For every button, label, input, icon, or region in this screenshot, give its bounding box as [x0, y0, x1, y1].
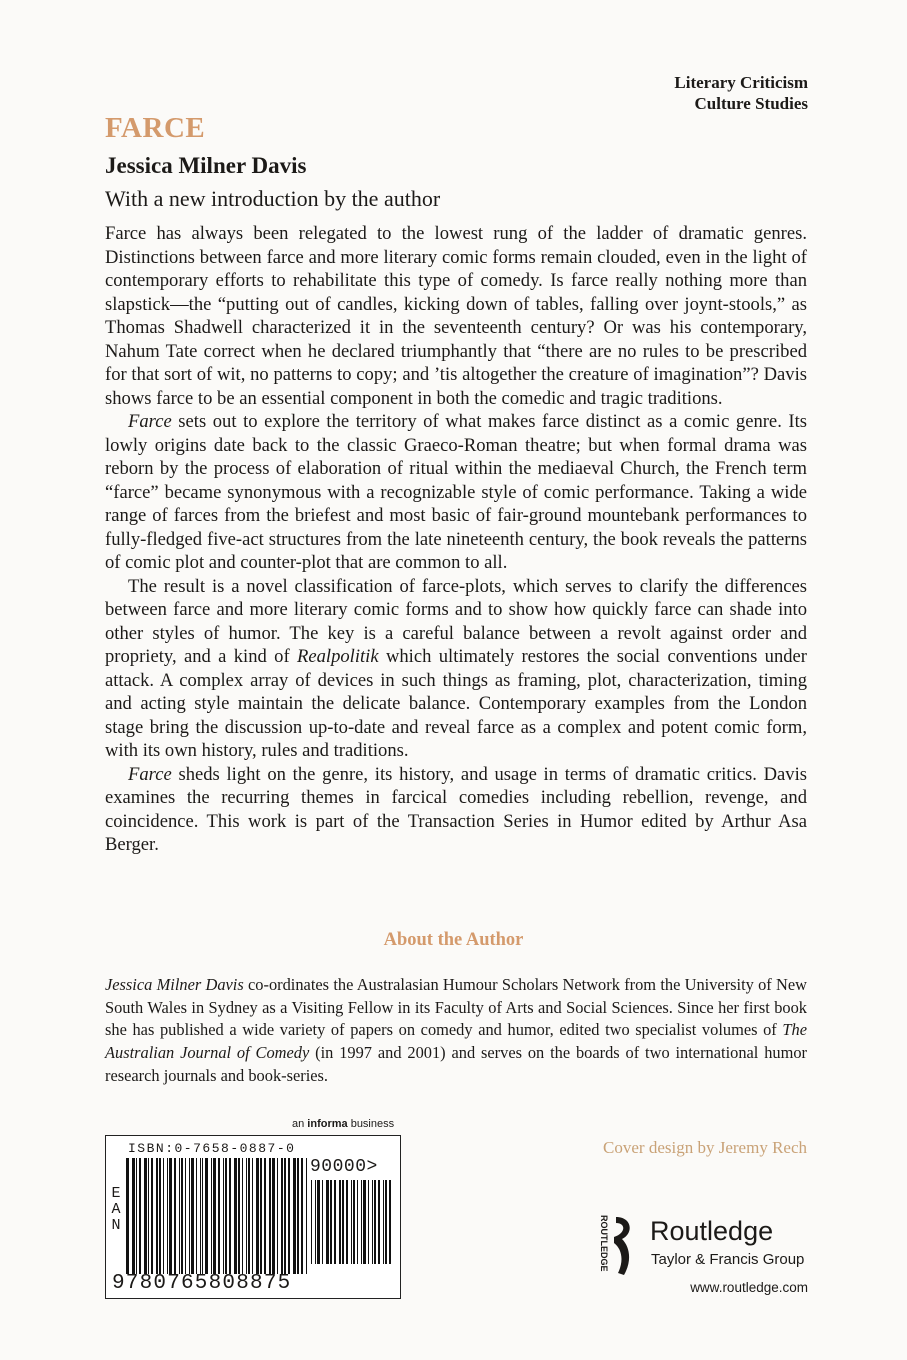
barcode-bar	[317, 1180, 320, 1264]
barcode-bar	[185, 1158, 186, 1274]
barcode-bar	[252, 1158, 253, 1274]
publisher-url[interactable]: www.routledge.com	[690, 1280, 808, 1295]
barcode-bar	[306, 1158, 307, 1274]
book-description	[105, 222, 807, 857]
barcode-bar	[132, 1158, 135, 1274]
barcode-bar	[196, 1158, 197, 1274]
barcode-bar	[353, 1180, 355, 1264]
routledge-logo-icon	[598, 1213, 638, 1277]
barcode-bar	[385, 1180, 387, 1264]
text-run: The result is a novel classification of farce-plots, which serves to clarify the differences between farce and more literary comic forms and to show how quickly farce can shade into other styles of humor. The key is a careful balance between a revolt against order and propriety, and a kind of	[105, 575, 807, 667]
informa-business-tag	[292, 1118, 394, 1130]
informa-suffix: business	[347, 1118, 395, 1130]
italic-text: Realpolitik	[297, 646, 379, 667]
barcode-bar	[136, 1158, 137, 1274]
text-run: sheds light on the genre, its history, and usage in terms of dramatic critics. Davis examines the recurring themes in farcical comedies including rebellion, revenge, and coincidence. This work is part of the Transaction Series in Humor edited by Arthur Asa Berger.	[105, 763, 807, 855]
barcode-bar	[238, 1158, 240, 1274]
barcode-bar	[372, 1180, 373, 1264]
informa-prefix: an	[292, 1118, 308, 1130]
barcode-bar	[126, 1158, 129, 1274]
ean-letter: N	[111, 1217, 121, 1234]
barcode-bar	[256, 1158, 259, 1274]
description-paragraph	[105, 763, 807, 857]
barcode-bar	[346, 1180, 348, 1264]
barcode-bar	[284, 1158, 286, 1274]
italic-text: Jessica Milner Davis	[105, 975, 244, 994]
barcode-bar	[163, 1158, 164, 1274]
barcode-bars	[126, 1158, 308, 1274]
category-literary-criticism: Literary Criticism	[674, 73, 808, 92]
barcode-bar	[179, 1158, 180, 1274]
informa-brand: informa	[307, 1118, 348, 1130]
barcode-bar	[330, 1180, 332, 1264]
barcode-bar	[205, 1158, 208, 1274]
barcode-bar	[260, 1158, 262, 1274]
barcode-bar	[357, 1180, 358, 1264]
barcode-bar	[351, 1180, 352, 1264]
barcode-bar	[181, 1158, 183, 1274]
italic-text: Farce	[128, 763, 172, 785]
barcode-bar	[339, 1180, 341, 1264]
barcode-bar	[202, 1158, 203, 1274]
barcode-bar	[297, 1158, 299, 1274]
barcode-bar	[191, 1158, 194, 1274]
barcode-bar	[378, 1180, 380, 1264]
ean-letter: A	[111, 1201, 121, 1218]
barcode-bar	[383, 1180, 384, 1264]
barcode-bar	[225, 1158, 227, 1274]
publisher-block	[598, 1213, 808, 1279]
isbn-barcode	[105, 1135, 401, 1299]
cover-design-credit: Cover design by Jeremy Rech	[603, 1138, 807, 1157]
barcode-bar	[248, 1158, 250, 1274]
ean-label	[108, 1186, 124, 1234]
barcode-bar	[342, 1180, 344, 1264]
barcode-bar	[159, 1158, 161, 1274]
barcode-bar	[374, 1180, 376, 1264]
price-code: 90000>	[310, 1157, 378, 1177]
italic-text: Farce	[128, 411, 172, 432]
barcode-bar	[151, 1158, 153, 1274]
barcode-bar	[189, 1158, 190, 1274]
barcode-bar	[288, 1158, 290, 1274]
barcode-bar	[148, 1158, 149, 1274]
barcode-bar	[334, 1180, 336, 1264]
barcode-bar	[361, 1180, 362, 1264]
barcode-bar	[389, 1180, 391, 1264]
barcode-bar	[269, 1158, 271, 1274]
barcode-bar	[174, 1158, 176, 1274]
barcode-addon-bars	[311, 1180, 393, 1294]
barcode-bar	[281, 1158, 283, 1274]
barcode-bar	[277, 1158, 278, 1274]
description-paragraph	[105, 575, 807, 763]
barcode-bar	[234, 1158, 237, 1274]
book-author: Jessica Milner Davis	[105, 153, 307, 178]
barcode-bar	[169, 1158, 172, 1274]
barcode-bar	[223, 1158, 224, 1274]
barcode-bar	[144, 1158, 147, 1274]
author-bio	[105, 974, 807, 1088]
barcode-bar	[368, 1180, 369, 1264]
barcode-bar	[322, 1180, 323, 1264]
barcode-bar	[311, 1180, 312, 1264]
category-culture-studies: Culture Studies	[694, 94, 808, 113]
barcode-bar	[363, 1180, 366, 1264]
barcode-bar	[213, 1158, 216, 1274]
barcode-bar	[264, 1158, 266, 1274]
barcode-bar	[293, 1158, 296, 1274]
isbn-text: ISBN:0-7658-0887-0	[128, 1141, 296, 1156]
barcode-bar	[229, 1158, 231, 1274]
barcode-bar	[139, 1158, 141, 1274]
ean-number: 9780765808875	[112, 1272, 292, 1295]
book-subtitle: With a new introduction by the author	[105, 186, 441, 211]
subject-categories	[674, 72, 808, 114]
barcode-bar	[326, 1180, 329, 1264]
text-run: Farce has always been relegated to the lowest rung of the ladder of dramatic genres. Distinctions between farce and more literary comic forms remain clouded, even in the light of contemporary efforts to rehabilitate this type of comedy. Is farce really nothing more than slapstick—the “putting out of candles, kicking down of tables, falling over joynt-stools,” as Thomas Shadwell characterized it in the seventeenth century? Or was his contemporary, Nahum Tate correct when he declared triumphantly that “there are no rules to be prescribed for that sort of wit, no patterns to copy; and ’tis altogether the creature of imagination”? Davis shows farce to be an essential component in both the comedic and tragic traditions.	[105, 223, 807, 409]
text-run: sets out to explore the territory of what makes farce distinct as a comic genre. Its lowly origins date back to the classic Graeco-Roman theatre; but when formal drama was reborn by the process of elaboration of ritual within the mediaeval Church, the French term “farce” became synonymous with a recognizable style of comic performance. Taking a wide range of farces from the briefest and most basic of fair-ground mountebank performances to fully-fledged five-act structures from the late nineteenth century, the book reveals the patterns of comic plot and counter-plot that are common to all.	[105, 411, 807, 573]
barcode-bar	[211, 1158, 212, 1274]
barcode-bar	[218, 1158, 220, 1274]
description-paragraph	[105, 410, 807, 575]
barcode-bar	[156, 1158, 158, 1274]
barcode-bar	[315, 1180, 316, 1264]
publisher-group: Taylor & Francis Group	[651, 1251, 805, 1268]
barcode-bar	[167, 1158, 168, 1274]
barcode-bar	[272, 1158, 275, 1274]
routledge-logo-text: ROUTLEDGE	[599, 1215, 609, 1272]
text-run: which ultimately restores the social conventions under attack. A complex array of devices in such things as framing, plot, characterization, timing and acting style maintain the delicate balance. Contemporary examples from the London stage bring the discussion up-to-date and reveal farce as a complex and potent comic form, with its own history, rules and traditions.	[105, 646, 807, 761]
barcode-bar	[301, 1158, 303, 1274]
about-author-heading: About the Author	[383, 930, 524, 950]
barcode-bar	[246, 1158, 247, 1274]
book-title: FARCE	[105, 112, 206, 144]
ean-letter: E	[111, 1185, 121, 1202]
description-paragraph	[105, 222, 807, 410]
text-run: co-ordinates the Australasian Humour Scholars Network from the University of New South Wales in Sydney as a Visiting Fellow in its Faculty of Arts and Social Sciences. Since her first book she has published a wide variety of papers on comedy and humor, edited two specialist volumes of	[105, 975, 807, 1040]
publisher-name: Routledge	[650, 1216, 774, 1246]
text-run: (in 1997 and 2001) and serves on the boards of two international humor research journals and book-series.	[105, 1043, 807, 1085]
italic-text: The Australian Journal of Comedy	[105, 1020, 807, 1063]
barcode-bar	[200, 1158, 201, 1274]
barcode-bar	[242, 1158, 243, 1274]
